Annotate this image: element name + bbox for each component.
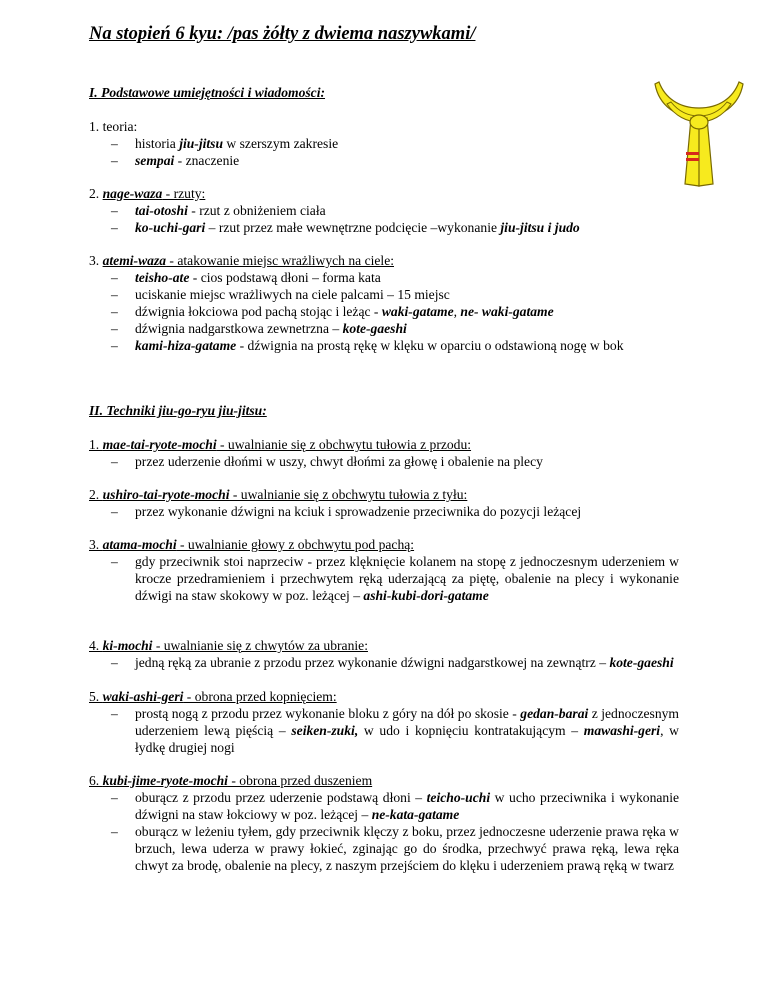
dash-bullet: – (111, 321, 118, 336)
term-text: ashi-kubi-dori-gatame (363, 588, 489, 603)
list-item (89, 286, 679, 303)
text-span: gdy przeciwnik stoi naprzeciw - przez klęknięcie kolanem na stopę z jednoczesnym uderzeniem w krocze przedramieniem i przechwytem ręką uderzającą za piętę, obalenie na plecy i wykonanie dźwigi na staw skokowy w poz. leżącej – (135, 554, 679, 603)
text-span: w udo i kopnięciu kontratakującym – (358, 723, 584, 738)
dash-bullet: – (111, 338, 118, 353)
text-span: - rzut z obniżeniem ciała (187, 203, 326, 218)
group-heading (89, 637, 679, 654)
term-text: jiu-jitsu (179, 136, 224, 151)
text-span: 4. (89, 638, 103, 653)
list-item (89, 152, 679, 169)
term-text: mae-tai-ryote-mochi (102, 437, 217, 452)
list-item (89, 823, 679, 874)
belt-knot (690, 115, 708, 129)
term-text: seiken-zuki, (291, 723, 359, 738)
dash-bullet: – (111, 706, 118, 721)
group-heading (89, 486, 679, 503)
section-1-group-3 (89, 252, 679, 354)
text-span: - cios podstawą dłoni – forma kata (189, 270, 381, 285)
section-2-group-4 (89, 637, 679, 671)
list-item (89, 269, 679, 286)
term-text: waki-ashi-geri (102, 689, 184, 704)
text-span: przez uderzenie dłońmi w uszy, chwyt dłońmi za głowę i obalenie na plecy (135, 454, 543, 469)
section-1-group-1 (89, 118, 679, 169)
text-span: 3. (89, 253, 103, 268)
group-heading (89, 536, 679, 553)
dash-bullet: – (111, 304, 118, 319)
text-span: – rzut przez małe wewnętrzne podcięcie –wykonanie (205, 220, 501, 235)
term-text: kubi-jime-ryote-mochi (102, 773, 228, 788)
text-span: prostą nogą z przodu przez wykonanie bloku z góry na dół po skosie - (135, 706, 521, 721)
term-text: kami-hiza-gatame (135, 338, 237, 353)
text-span: - znaczenie (174, 153, 240, 168)
section-1-heading: I. Podstawowe umiejętności i wiadomości: (89, 85, 326, 100)
term-text: ne-kata-gatame (371, 807, 460, 822)
group-label: 1. teoria: (89, 119, 138, 134)
term-text: ne- waki-gatame (460, 304, 554, 319)
list-item (89, 337, 679, 354)
list-item (89, 654, 679, 671)
text-span: dźwignia łokciowa pod pachą stojąc i leżąc - (135, 304, 382, 319)
group-heading (89, 252, 679, 269)
list-item (89, 789, 679, 823)
term-text: atemi-waza (102, 253, 167, 268)
text-span: 6. (89, 773, 103, 788)
dash-bullet: – (111, 554, 118, 569)
text-span: , (453, 304, 461, 319)
group-heading (89, 436, 679, 453)
text-span: - atakowanie miejsc wrażliwych na ciele: (166, 253, 394, 268)
section-2-heading: II. Techniki jiu-go-ryu jiu-jitsu: (89, 403, 267, 418)
term-text: jiu-jitsu i judo (500, 220, 580, 235)
text-span: - rzuty: (162, 186, 206, 201)
text-span: oburącz z przodu przez uderzenie podstawą dłoni – (135, 790, 427, 805)
text-span: 3. (89, 537, 103, 552)
belt-stripe-1 (686, 152, 699, 155)
term-text: tai-otoshi (135, 203, 188, 218)
dash-bullet: – (111, 220, 118, 235)
dash-bullet: – (111, 287, 118, 302)
term-text: kote-gaeshi (609, 655, 674, 670)
group-heading (89, 118, 679, 135)
section-1-heading-block (89, 84, 679, 101)
dash-bullet: – (111, 655, 118, 670)
belt-stripe-2 (686, 158, 699, 161)
list-item (89, 705, 679, 756)
group-heading (89, 688, 679, 705)
term-text: teicho-uchi (426, 790, 491, 805)
text-span: 2. (89, 487, 103, 502)
text-span: oburącz w leżeniu tyłem, gdy przeciwnik klęczy z boku, przez jednoczesne uderzenie prawa ręka w brzuch, lewa uderza w prawy łokieć, zginając go do środka, przechwyć prawa ręką, lewa ręka chwyt za brodę, obalenie na plecy, z naszym przejściem do klęku i uderzeniem prawą ręką w twarz (135, 824, 679, 873)
text-span: - uwalnianie się z obchwytu tułowia z przodu: (216, 437, 472, 452)
dash-bullet: – (111, 203, 118, 218)
text-span: - uwalnianie się z obchwytu tułowia z tyłu: (229, 487, 468, 502)
term-text: atama-mochi (102, 537, 177, 552)
list-item (89, 202, 679, 219)
text-span: - uwalnianie się z chwytów za ubranie: (152, 638, 368, 653)
text-span: jedną ręką za ubranie z przodu przez wykonanie dźwigni nadgarstkowej na zewnątrz – (135, 655, 610, 670)
text-span: 5. (89, 689, 103, 704)
list-item (89, 219, 679, 236)
term-text: sempai (135, 153, 175, 168)
section-1-group-2 (89, 185, 679, 236)
text-span: - obrona przed duszeniem (227, 773, 373, 788)
list-item (89, 553, 679, 604)
term-text: gedan-barai (520, 706, 589, 721)
term-text: ushiro-tai-ryote-mochi (102, 487, 230, 502)
dash-bullet: – (111, 824, 118, 839)
text-span: w szerszym zakresie (223, 136, 339, 151)
group-heading (89, 772, 679, 789)
text-span: , w łydkę drugiej nogi (135, 723, 679, 755)
section-2-group-6 (89, 772, 679, 874)
list-item (89, 135, 679, 152)
text-span: dźwignia nadgarstkowa zewnetrzna – (135, 321, 343, 336)
section-2-heading-block (89, 402, 679, 419)
dash-bullet: – (111, 136, 118, 151)
list-item (89, 320, 679, 337)
text-span: z jednoczesnym uderzeniem lewą pięścią – (135, 706, 679, 738)
text-span: - uwalnianie głowy z obchwytu pod pachą: (176, 537, 415, 552)
list-item (89, 303, 679, 320)
list-item (89, 503, 679, 520)
text-span: 2. (89, 186, 103, 201)
dash-bullet: – (111, 153, 118, 168)
dash-bullet: – (111, 790, 118, 805)
term-text: waki-gatame (381, 304, 454, 319)
term-text: ki-mochi (102, 638, 153, 653)
term-text: kote-gaeshi (342, 321, 407, 336)
text-span: 1. (89, 437, 103, 452)
section-2-group-1 (89, 436, 679, 470)
text-span: - dźwignia na prostą rękę w klęku w oparciu o odstawioną nogę w bok (236, 338, 624, 353)
text-span: uciskanie miejsc wrażliwych na ciele palcami – 15 miejsc (135, 287, 450, 302)
term-text: nage-waza (102, 186, 163, 201)
group-heading (89, 185, 679, 202)
term-text: mawashi-geri (583, 723, 661, 738)
term-text: teisho-ate (135, 270, 190, 285)
text-span: - obrona przed kopnięciem: (183, 689, 337, 704)
list-item (89, 453, 679, 470)
text-span: w ucho przeciwnika i wykonanie dźwigni na staw łokciowy w poz. leżącej – (135, 790, 680, 822)
section-2-group-5 (89, 688, 679, 756)
term-text: ko-uchi-gari (135, 220, 206, 235)
section-2-group-2 (89, 486, 679, 520)
dash-bullet: – (111, 504, 118, 519)
text-span: historia (135, 136, 180, 151)
dash-bullet: – (111, 270, 118, 285)
page-title: Na stopień 6 kyu: /pas żółty z dwiema naszywkami/ (89, 24, 476, 44)
text-span: przez wykonanie dźwigni na kciuk i sprowadzenie przeciwnika do pozycji leżącej (135, 504, 582, 519)
dash-bullet: – (111, 454, 118, 469)
section-2-group-3 (89, 536, 679, 604)
